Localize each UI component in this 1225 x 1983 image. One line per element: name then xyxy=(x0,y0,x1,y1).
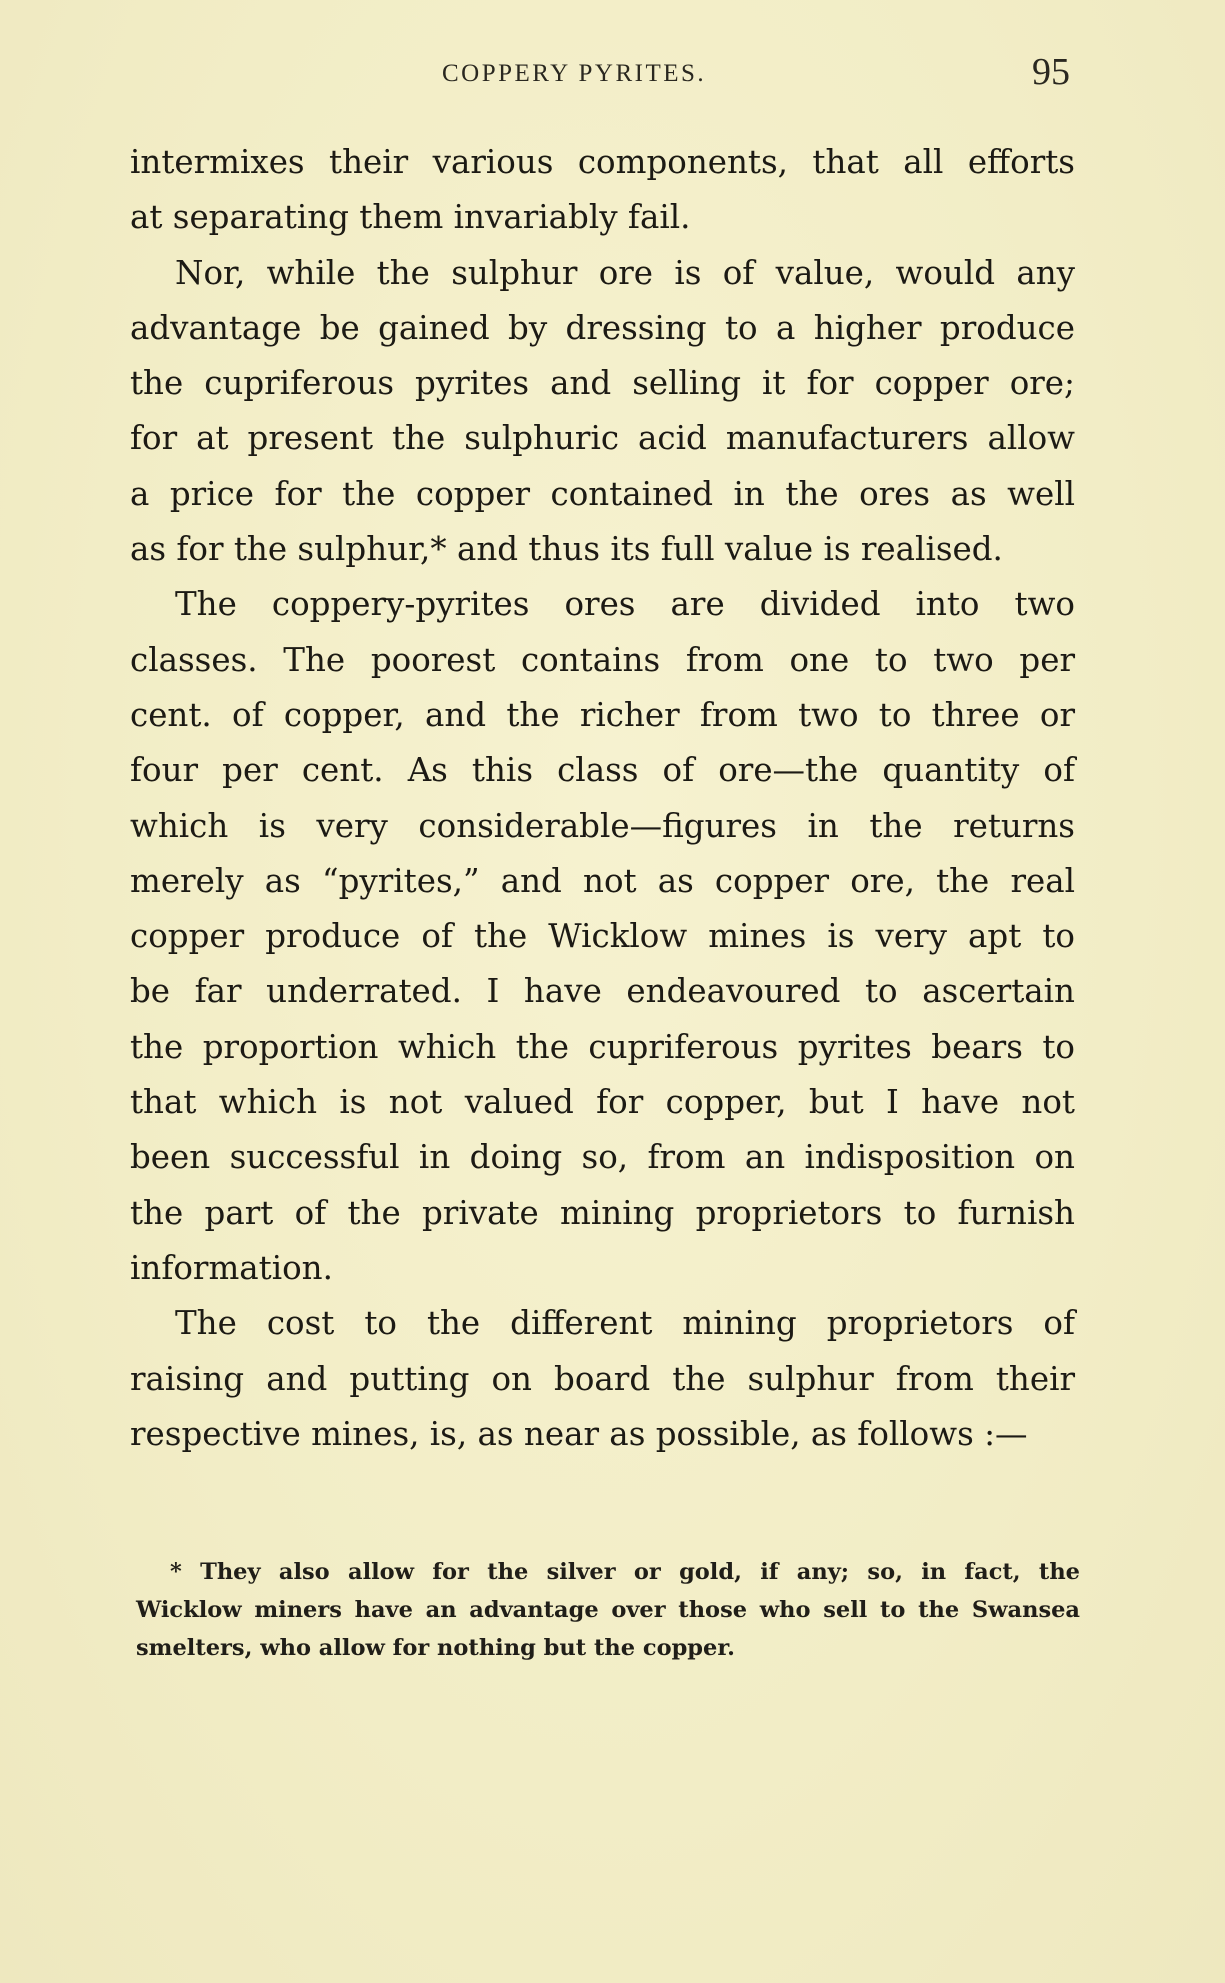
text-line: as for the sulphur,* and thus its full value is realised. xyxy=(130,530,1003,569)
footnote-line: * They also allow for the silver or gold, if any; so, in fact, the xyxy=(170,1559,1080,1585)
text-line: the proportion which the cupriferous pyrites bears to xyxy=(130,1027,1075,1066)
text-line: raising and putting on board the sulphur from their xyxy=(130,1359,1075,1398)
page-number: 95 xyxy=(1032,51,1070,93)
text-line: a price for the copper contained in the ores as well xyxy=(130,474,1075,513)
text-line: The cost to the different mining proprietors of xyxy=(175,1304,1075,1343)
footnote-line: Wicklow miners have an advantage over those who sell to the Swansea xyxy=(136,1597,1080,1623)
text-line: copper produce of the Wicklow mines is very apt to xyxy=(130,917,1075,956)
text-line: that which is not valued for copper, but I have not xyxy=(130,1083,1075,1122)
body-text xyxy=(130,135,1075,1462)
text-line: intermixes their various components, that all efforts xyxy=(130,143,1075,181)
text-line: information. xyxy=(130,1248,333,1287)
text-line: which is very considerable—figures in the returns xyxy=(130,806,1075,845)
text-line: at separating them invariably fail. xyxy=(130,198,691,237)
text-line: for at present the sulphuric acid manufacturers allow xyxy=(130,419,1075,458)
footnote-line: smelters, who allow for nothing but the copper. xyxy=(136,1635,735,1661)
text-line: the part of the private mining proprietors to furnish xyxy=(130,1193,1075,1232)
footnote xyxy=(136,1553,1080,1667)
text-line: the cupriferous pyrites and selling it for copper ore; xyxy=(130,364,1075,403)
text-line: Nor, while the sulphur ore is of value, would any xyxy=(175,253,1075,292)
text-line: cent. of copper, and the richer from two to three or xyxy=(130,695,1075,734)
running-title: COPPERY PYRITES. xyxy=(442,60,707,87)
text-line: been successful in doing so, from an indisposition on xyxy=(130,1138,1075,1177)
text-line: four per cent. As this class of ore—the quantity of xyxy=(130,751,1075,790)
text-line: be far underrated. I have endeavoured to ascertain xyxy=(130,972,1075,1011)
text-line: merely as “pyrites,” and not as copper ore, the real xyxy=(130,861,1075,900)
text-line: respective mines, is, as near as possible, as follows :— xyxy=(130,1414,1028,1453)
running-header xyxy=(130,50,1070,100)
text-line: advantage be gained by dressing to a higher produce xyxy=(130,308,1075,347)
text-line: The coppery-pyrites ores are divided into two xyxy=(175,585,1075,624)
text-line: classes. The poorest contains from one to two per xyxy=(130,640,1075,679)
